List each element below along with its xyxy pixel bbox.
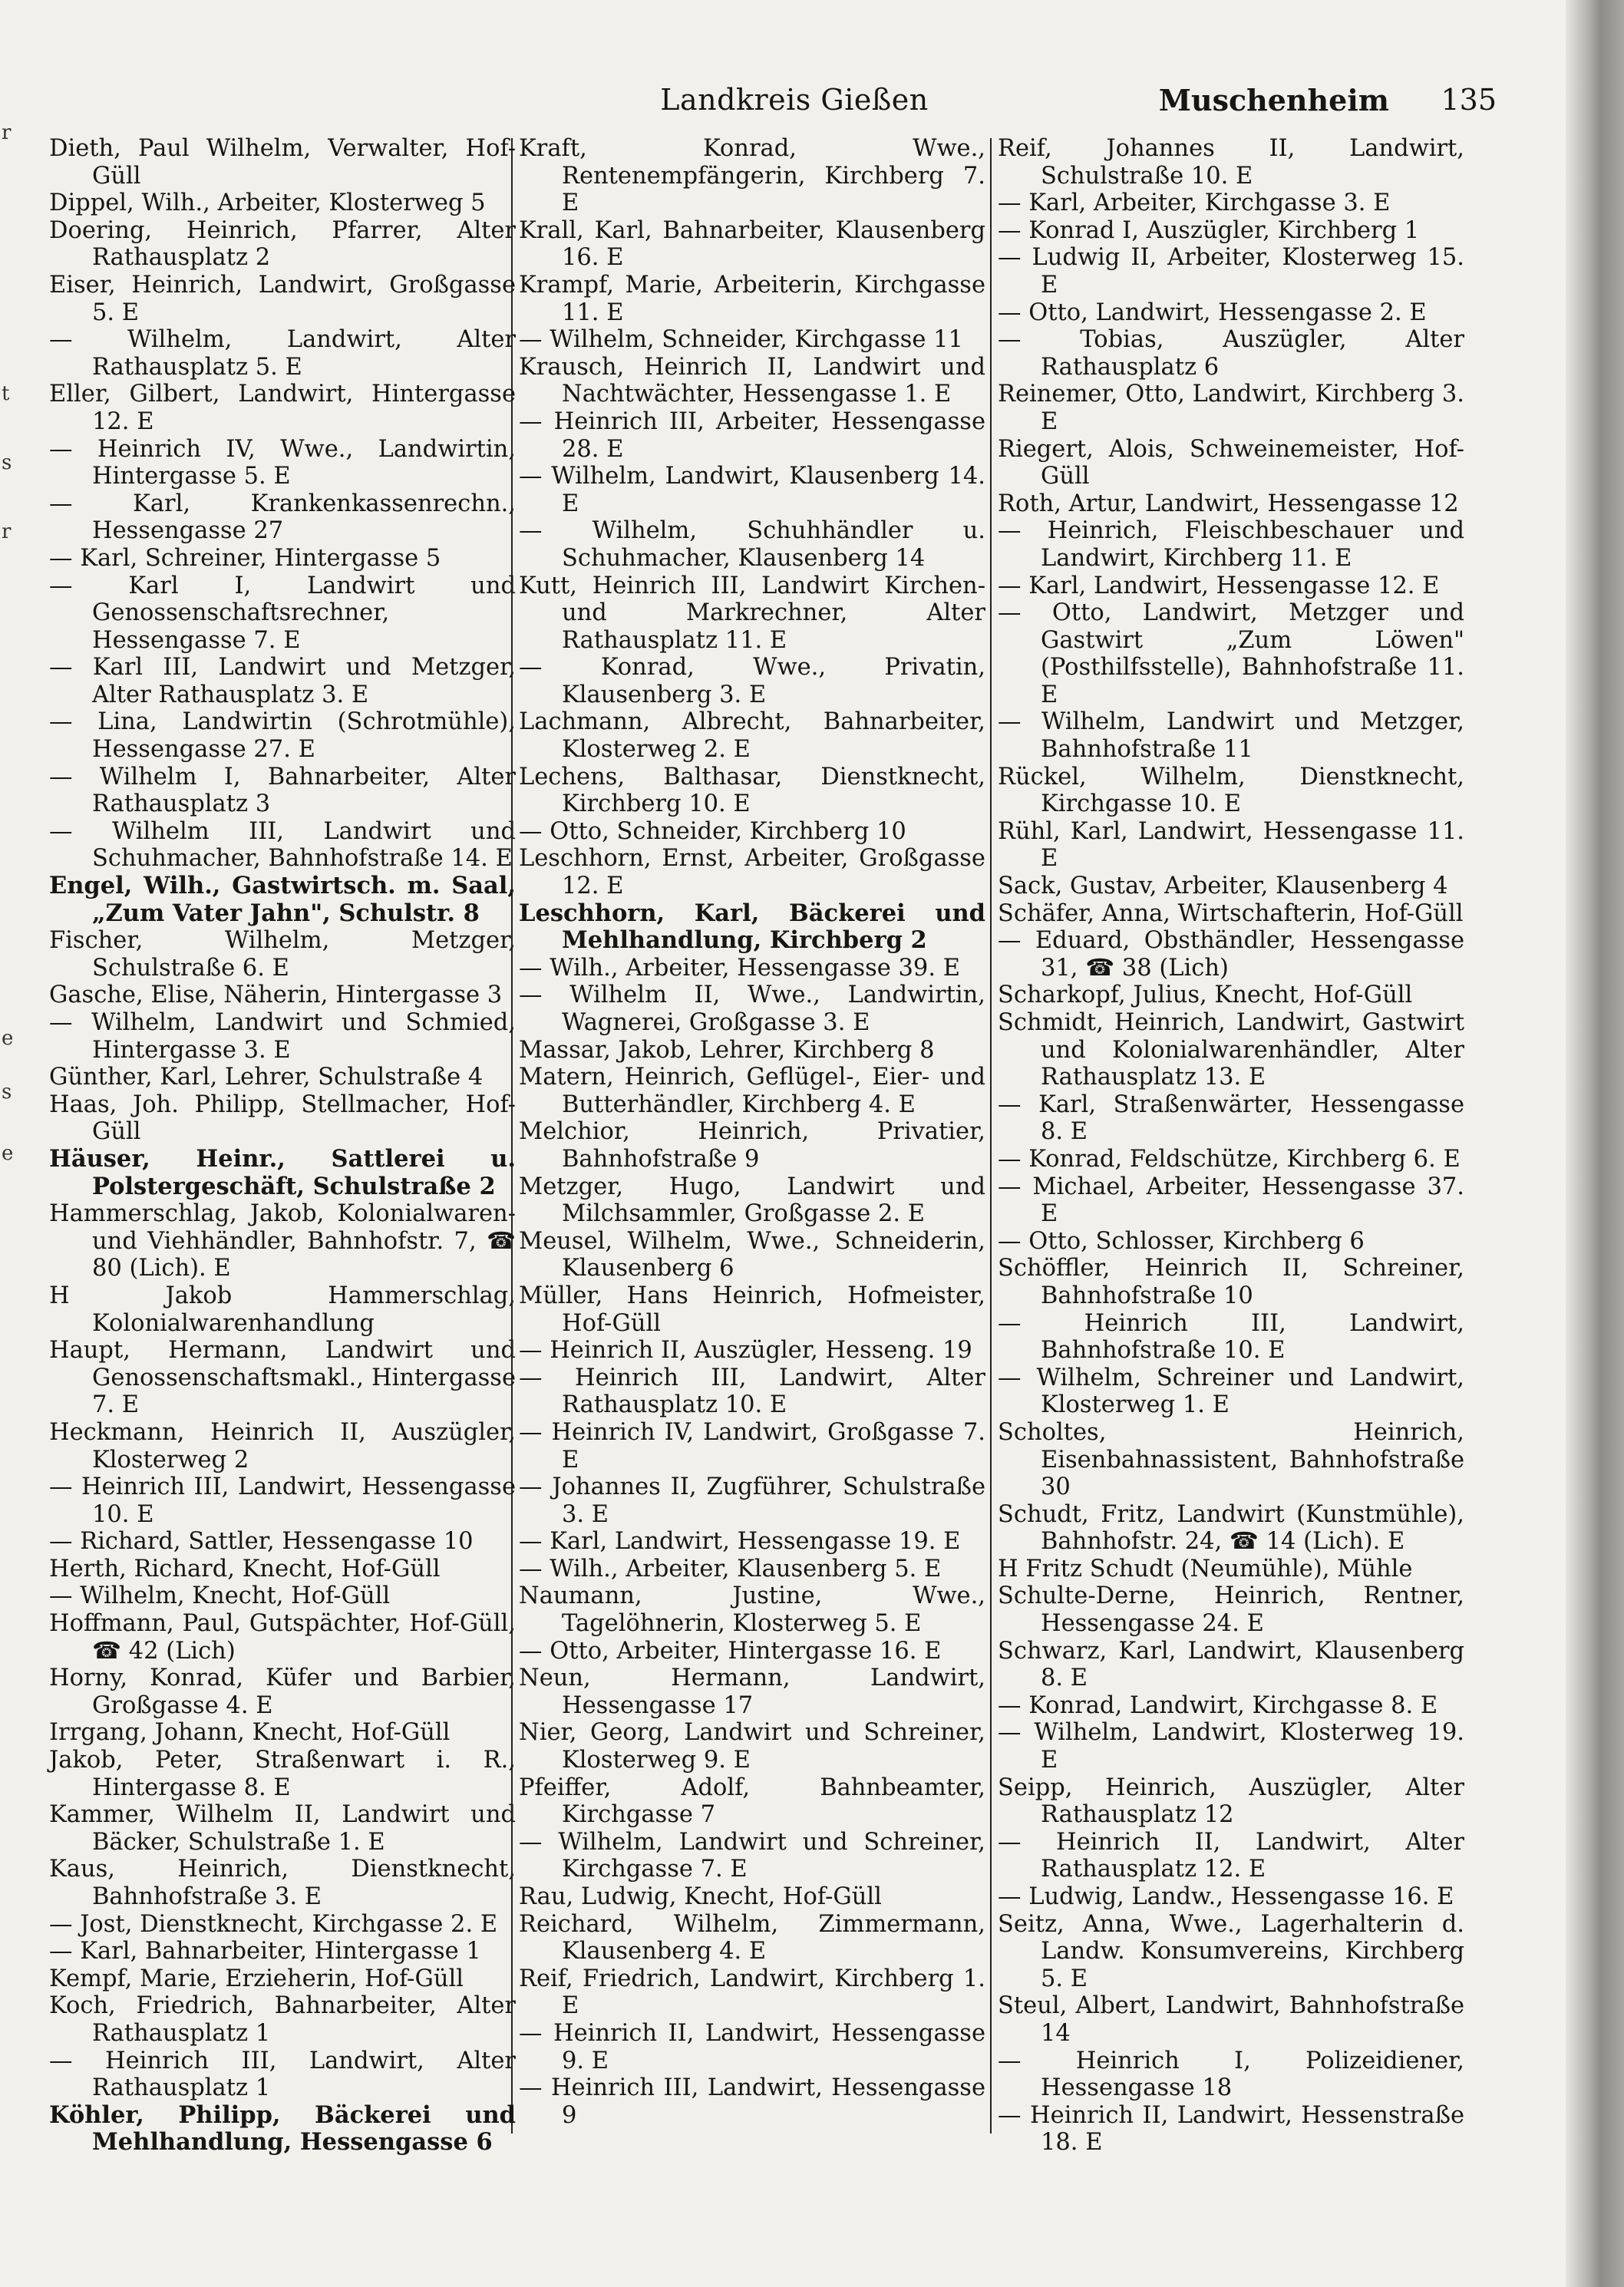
directory-entry: — Wilhelm II, Wwe., Landwirtin, Wagnerei, Großgasse 3. E: [519, 982, 985, 1036]
directory-entry: Nier, Georg, Landwirt und Schreiner, Klosterweg 9. E: [519, 1719, 985, 1774]
directory-entry: Häuser, Heinr., Sattlerei u. Polstergeschäft, Schulstraße 2: [49, 1144, 516, 1200]
directory-entry: Rühl, Karl, Landwirt, Hessengasse 11. E: [998, 817, 1464, 873]
directory-entry: Günther, Karl, Lehrer, Schulstraße 4: [49, 1064, 484, 1091]
directory-entry: H Jakob Hammerschlag, Kolonialwarenhandlung: [49, 1282, 516, 1337]
directory-entry: — Otto, Arbeiter, Hintergasse 16. E: [519, 1637, 942, 1665]
directory-entry: — Wilhelm, Landwirt und Schmied, Hintergasse 3. E: [49, 1009, 516, 1064]
directory-entry: Horny, Konrad, Küfer und Barbier, Großgasse 4. E: [49, 1665, 516, 1719]
directory-entry: — Wilhelm III, Landwirt und Schuhmacher, Bahnhofstraße 14. E: [49, 817, 516, 873]
directory-entry: Pfeiffer, Adolf, Bahnbeamter, Kirchgasse 7: [519, 1774, 985, 1829]
directory-entry: Melchior, Heinrich, Privatier, Bahnhofstraße 9: [519, 1118, 985, 1173]
directory-entry: Sack, Gustav, Arbeiter, Klausenberg 4: [998, 873, 1448, 900]
directory-column-1: [49, 135, 516, 2157]
directory-entry: — Otto, Landwirt, Hessengasse 2. E: [998, 299, 1427, 326]
directory-entry: — Karl, Landwirt, Hessengasse 12. E: [998, 572, 1440, 599]
directory-entry: — Karl, Krankenkassenrechn., Hessengasse 27: [49, 490, 516, 545]
directory-entry: Reif, Friedrich, Landwirt, Kirchberg 1. E: [519, 1965, 985, 2020]
directory-entry: — Heinrich, Fleischbeschauer und Landwirt, Kirchberg 11. E: [998, 517, 1464, 572]
directory-entry: Scharkopf, Julius, Knecht, Hof-Güll: [998, 982, 1413, 1009]
directory-entry: Jakob, Peter, Straßenwart i. R., Hintergasse 8. E: [49, 1747, 516, 1801]
margin-mark: t: [2, 382, 10, 405]
running-title: Landkreis Gießen: [660, 83, 929, 117]
directory-entry: Kempf, Marie, Erzieherin, Hof-Güll: [49, 1965, 464, 1992]
directory-entry: — Wilhelm, Schreiner und Landwirt, Klosterweg 1. E: [998, 1364, 1464, 1419]
directory-entry: — Wilhelm I, Bahnarbeiter, Alter Rathausplatz 3: [49, 763, 516, 818]
directory-entry: Dieth, Paul Wilhelm, Verwalter, Hof-Güll: [49, 135, 516, 190]
directory-entry: — Wilhelm, Landwirt, Klosterweg 19. E: [998, 1719, 1464, 1774]
directory-entry: — Otto, Landwirt, Metzger und Gastwirt „Zum Löwen" (Posthilfsstelle), Bahnhofstraße 11. E: [998, 599, 1464, 708]
directory-entry: Kutt, Heinrich III, Landwirt Kirchen- und Markrechner, Alter Rathausplatz 11. E: [519, 572, 985, 654]
directory-entry: Doering, Heinrich, Pfarrer, Alter Rathausplatz 2: [49, 216, 516, 272]
directory-entry: Naumann, Justine, Wwe., Tagelöhnerin, Klosterweg 5. E: [519, 1582, 985, 1638]
directory-entry: — Wilh., Arbeiter, Hessengasse 39. E: [519, 954, 960, 982]
directory-entry: Scholtes, Heinrich, Eisenbahnassistent, Bahnhofstraße 30: [998, 1418, 1464, 1501]
directory-entry: — Heinrich II, Landwirt, Hessengasse 9. E: [519, 2019, 985, 2074]
directory-entry: Haas, Joh. Philipp, Stellmacher, Hof-Güll: [49, 1091, 516, 1146]
directory-entry: Seitz, Anna, Wwe., Lagerhalterin d. Landw. Konsumvereins, Kirchberg 5. E: [998, 1910, 1464, 1992]
directory-entry: — Heinrich III, Landwirt, Alter Rathausplatz 1: [49, 2047, 516, 2102]
directory-entry: — Tobias, Auszügler, Alter Rathausplatz 6: [998, 326, 1464, 381]
directory-entry: Schudt, Fritz, Landwirt (Kunstmühle), Bahnhofstr. 24, ☎ 14 (Lich). E: [998, 1500, 1464, 1556]
directory-entry: Eiser, Heinrich, Landwirt, Großgasse 5. E: [49, 271, 516, 326]
directory-entry: Metzger, Hugo, Landwirt und Milchsammler, Großgasse 2. E: [519, 1173, 985, 1228]
directory-entry: — Heinrich IV, Wwe., Landwirtin, Hintergasse 5. E: [49, 435, 516, 490]
directory-entry: — Wilhelm, Landwirt und Schreiner, Kirchgasse 7. E: [519, 1828, 985, 1883]
directory-entry: Massar, Jakob, Lehrer, Kirchberg 8: [519, 1036, 935, 1064]
directory-entry: — Wilhelm, Landwirt, Alter Rathausplatz 5. E: [49, 326, 516, 381]
directory-entry: Leschhorn, Ernst, Arbeiter, Großgasse 12. E: [519, 845, 985, 900]
directory-entry: — Wilh., Arbeiter, Klausenberg 5. E: [519, 1555, 942, 1582]
directory-entry: Reinemer, Otto, Landwirt, Kirchberg 3. E: [998, 381, 1464, 435]
directory-entry: Eller, Gilbert, Landwirt, Hintergasse 12. E: [49, 381, 516, 435]
directory-entry: Riegert, Alois, Schweinemeister, Hof-Güll: [998, 435, 1464, 490]
directory-entry: Schulte-Derne, Heinrich, Rentner, Hessengasse 24. E: [998, 1582, 1464, 1638]
directory-entry: Heckmann, Heinrich II, Auszügler, Klosterweg 2: [49, 1418, 516, 1474]
directory-entry: — Heinrich III, Landwirt, Alter Rathausplatz 10. E: [519, 1364, 985, 1419]
directory-entry: Schöffler, Heinrich II, Schreiner, Bahnhofstraße 10: [998, 1255, 1464, 1309]
directory-entry: Köhler, Philipp, Bäckerei und Mehlhandlung, Hessengasse 6: [49, 2101, 516, 2157]
directory-entry: Irrgang, Johann, Knecht, Hof-Güll: [49, 1719, 451, 1747]
directory-entry: — Heinrich II, Landwirt, Alter Rathausplatz 12. E: [998, 1828, 1464, 1883]
directory-entry: Gasche, Elise, Näherin, Hintergasse 3: [49, 982, 503, 1009]
directory-entry: — Karl, Schreiner, Hintergasse 5: [49, 544, 441, 572]
directory-entry: Neun, Hermann, Landwirt, Hessengasse 17: [519, 1665, 985, 1719]
directory-entry: — Heinrich II, Landwirt, Hessenstraße 18. E: [998, 2101, 1464, 2157]
directory-entry: — Jost, Dienstknecht, Kirchgasse 2. E: [49, 1910, 498, 1938]
directory-entry: — Heinrich I, Polizeidiener, Hessengasse 18: [998, 2047, 1464, 2102]
directory-entry: Haupt, Hermann, Landwirt und Genossenschaftsmakl., Hintergasse 7. E: [49, 1337, 516, 1419]
left-margin-marks: [0, 92, 17, 1857]
directory-entry: Reif, Johannes II, Landwirt, Schulstraße 10. E: [998, 135, 1464, 190]
page-edge: [1566, 0, 1624, 2287]
directory-entry: — Konrad, Landwirt, Kirchgasse 8. E: [998, 1691, 1438, 1719]
directory-entry: Reichard, Wilhelm, Zimmermann, Klausenberg 4. E: [519, 1910, 985, 1965]
directory-entry: — Otto, Schlosser, Kirchberg 6: [998, 1227, 1365, 1255]
directory-entry: Krausch, Heinrich II, Landwirt und Nachtwächter, Hessengasse 1. E: [519, 353, 985, 408]
directory-entry: Matern, Heinrich, Geflügel-, Eier- und Butterhändler, Kirchberg 4. E: [519, 1064, 985, 1118]
margin-mark: s: [2, 1081, 12, 1104]
directory-entry: — Wilhelm, Landwirt, Klausenberg 14. E: [519, 463, 985, 517]
directory-entry: Lechens, Balthasar, Dienstknecht, Kirchberg 10. E: [519, 763, 985, 818]
directory-entry: Kammer, Wilhelm II, Landwirt und Bäcker, Schulstraße 1. E: [49, 1801, 516, 1856]
directory-entry: Hoffmann, Paul, Gutspächter, Hof-Güll, ☎ 42 (Lich): [49, 1610, 516, 1665]
directory-entry: Krall, Karl, Bahnarbeiter, Klausenberg 16. E: [519, 216, 985, 272]
page-number: 135: [1441, 83, 1497, 117]
directory-entry: Herth, Richard, Knecht, Hof-Güll: [49, 1555, 441, 1582]
directory-entry: Kaus, Heinrich, Dienstknecht, Bahnhofstraße 3. E: [49, 1856, 516, 1910]
directory-entry: Schmidt, Heinrich, Landwirt, Gastwirt und Kolonialwarenhändler, Alter Rathausplatz 13. E: [998, 1009, 1464, 1091]
directory-entry: — Konrad I, Auszügler, Kirchberg 1: [998, 216, 1420, 244]
directory-entry: — Wilhelm, Landwirt und Metzger, Bahnhofstraße 11: [998, 708, 1464, 764]
page-header: [46, 77, 1543, 123]
directory-entry: — Konrad, Wwe., Privatin, Klausenberg 3. E: [519, 654, 985, 708]
directory-entry: Rau, Ludwig, Knecht, Hof-Güll: [519, 1883, 882, 1910]
directory-entry: Müller, Hans Heinrich, Hofmeister, Hof-Güll: [519, 1282, 985, 1337]
directory-entry: — Karl, Landwirt, Hessengasse 19. E: [519, 1528, 961, 1556]
directory-entry: Engel, Wilh., Gastwirtsch. m. Saal, „Zum Vater Jahn", Schulstr. 8: [49, 872, 516, 927]
directory-entry: — Wilhelm, Schuhhändler u. Schuhmacher, Klausenberg 14: [519, 517, 985, 572]
directory-entry: Schwarz, Karl, Landwirt, Klausenberg 8. E: [998, 1637, 1464, 1692]
directory-entry: — Wilhelm, Schneider, Kirchgasse 11: [519, 326, 963, 354]
directory-entry: — Heinrich II, Auszügler, Hesseng. 19: [519, 1337, 972, 1365]
directory-entry: — Heinrich III, Landwirt, Hessengasse 10. E: [49, 1474, 516, 1528]
margin-mark: r: [2, 520, 12, 543]
directory-entry: — Karl, Arbeiter, Kirchgasse 3. E: [998, 190, 1391, 217]
margin-mark: e: [2, 1142, 14, 1165]
directory-entry: — Wilhelm, Knecht, Hof-Güll: [49, 1582, 391, 1610]
directory-entry: — Karl, Straßenwärter, Hessengasse 8. E: [998, 1091, 1464, 1146]
margin-mark: e: [2, 1027, 14, 1050]
directory-entry: — Johannes II, Zugführer, Schulstraße 3. E: [519, 1474, 985, 1528]
directory-entry: — Heinrich III, Landwirt, Bahnhofstraße 10. E: [998, 1309, 1464, 1365]
directory-entry: Meusel, Wilhelm, Wwe., Schneiderin, Klausenberg 6: [519, 1227, 985, 1282]
directory-entry: — Karl I, Landwirt und Genossenschaftsrechner, Hessengasse 7. E: [49, 572, 516, 654]
directory-entry: — Heinrich III, Arbeiter, Hessengasse 28. E: [519, 408, 985, 463]
margin-mark: s: [2, 451, 12, 474]
directory-entry: — Karl, Bahnarbeiter, Hintergasse 1: [49, 1938, 481, 1965]
directory-entry: Lachmann, Albrecht, Bahnarbeiter, Klosterweg 2. E: [519, 708, 985, 764]
directory-column-2: [519, 135, 985, 2129]
directory-entry: Roth, Artur, Landwirt, Hessengasse 12: [998, 490, 1459, 517]
directory-entry: Fischer, Wilhelm, Metzger, Schulstraße 6. E: [49, 927, 516, 982]
directory-entry: — Otto, Schneider, Kirchberg 10: [519, 817, 906, 845]
directory-entry: Koch, Friedrich, Bahnarbeiter, Alter Rathausplatz 1: [49, 1992, 516, 2047]
column-divider: [990, 138, 992, 2134]
directory-entry: — Ludwig, Landw., Hessengasse 16. E: [998, 1883, 1454, 1910]
directory-entry: Schäfer, Anna, Wirtschafterin, Hof-Güll: [998, 899, 1464, 927]
directory-entry: H Fritz Schudt (Neumühle), Mühle: [998, 1555, 1413, 1582]
directory-entry: Leschhorn, Karl, Bäckerei und Mehlhandlung, Kirchberg 2: [519, 899, 985, 955]
directory-column-3: [998, 135, 1464, 2157]
directory-entry: — Richard, Sattler, Hessengasse 10: [49, 1528, 474, 1556]
directory-entry: — Karl III, Landwirt und Metzger, Alter Rathausplatz 3. E: [49, 654, 516, 708]
directory-entry: — Eduard, Obsthändler, Hessengasse 31, ☎ 38 (Lich): [998, 927, 1464, 982]
directory-entry: — Konrad, Feldschütze, Kirchberg 6. E: [998, 1145, 1461, 1173]
directory-entry: — Lina, Landwirtin (Schrotmühle), Hessengasse 27. E: [49, 708, 516, 764]
directory-entry: Krampf, Marie, Arbeiterin, Kirchgasse 11. E: [519, 271, 985, 326]
directory-entry: Steul, Albert, Landwirt, Bahnhofstraße 14: [998, 1992, 1464, 2047]
place-heading: Muschenheim: [1158, 83, 1389, 117]
directory-entry: — Heinrich III, Landwirt, Hessengasse 9: [519, 2074, 985, 2129]
directory-entry: Rückel, Wilhelm, Dienstknecht, Kirchgasse 10. E: [998, 763, 1464, 818]
directory-entry: — Heinrich IV, Landwirt, Großgasse 7. E: [519, 1418, 985, 1474]
directory-entry: Seipp, Heinrich, Auszügler, Alter Rathausplatz 12: [998, 1774, 1464, 1829]
directory-entry: Kraft, Konrad, Wwe., Rentenempfängerin, Kirchberg 7. E: [519, 135, 985, 217]
directory-entry: — Ludwig II, Arbeiter, Klosterweg 15. E: [998, 244, 1464, 299]
margin-mark: r: [2, 121, 12, 144]
directory-entry: Dippel, Wilh., Arbeiter, Klosterweg 5: [49, 190, 486, 217]
directory-entry: Hammerschlag, Jakob, Kolonialwaren- und Viehhändler, Bahnhofstr. 7, ☎ 80 (Lich). E: [49, 1200, 516, 1282]
directory-entry: — Michael, Arbeiter, Hessengasse 37. E: [998, 1173, 1464, 1228]
